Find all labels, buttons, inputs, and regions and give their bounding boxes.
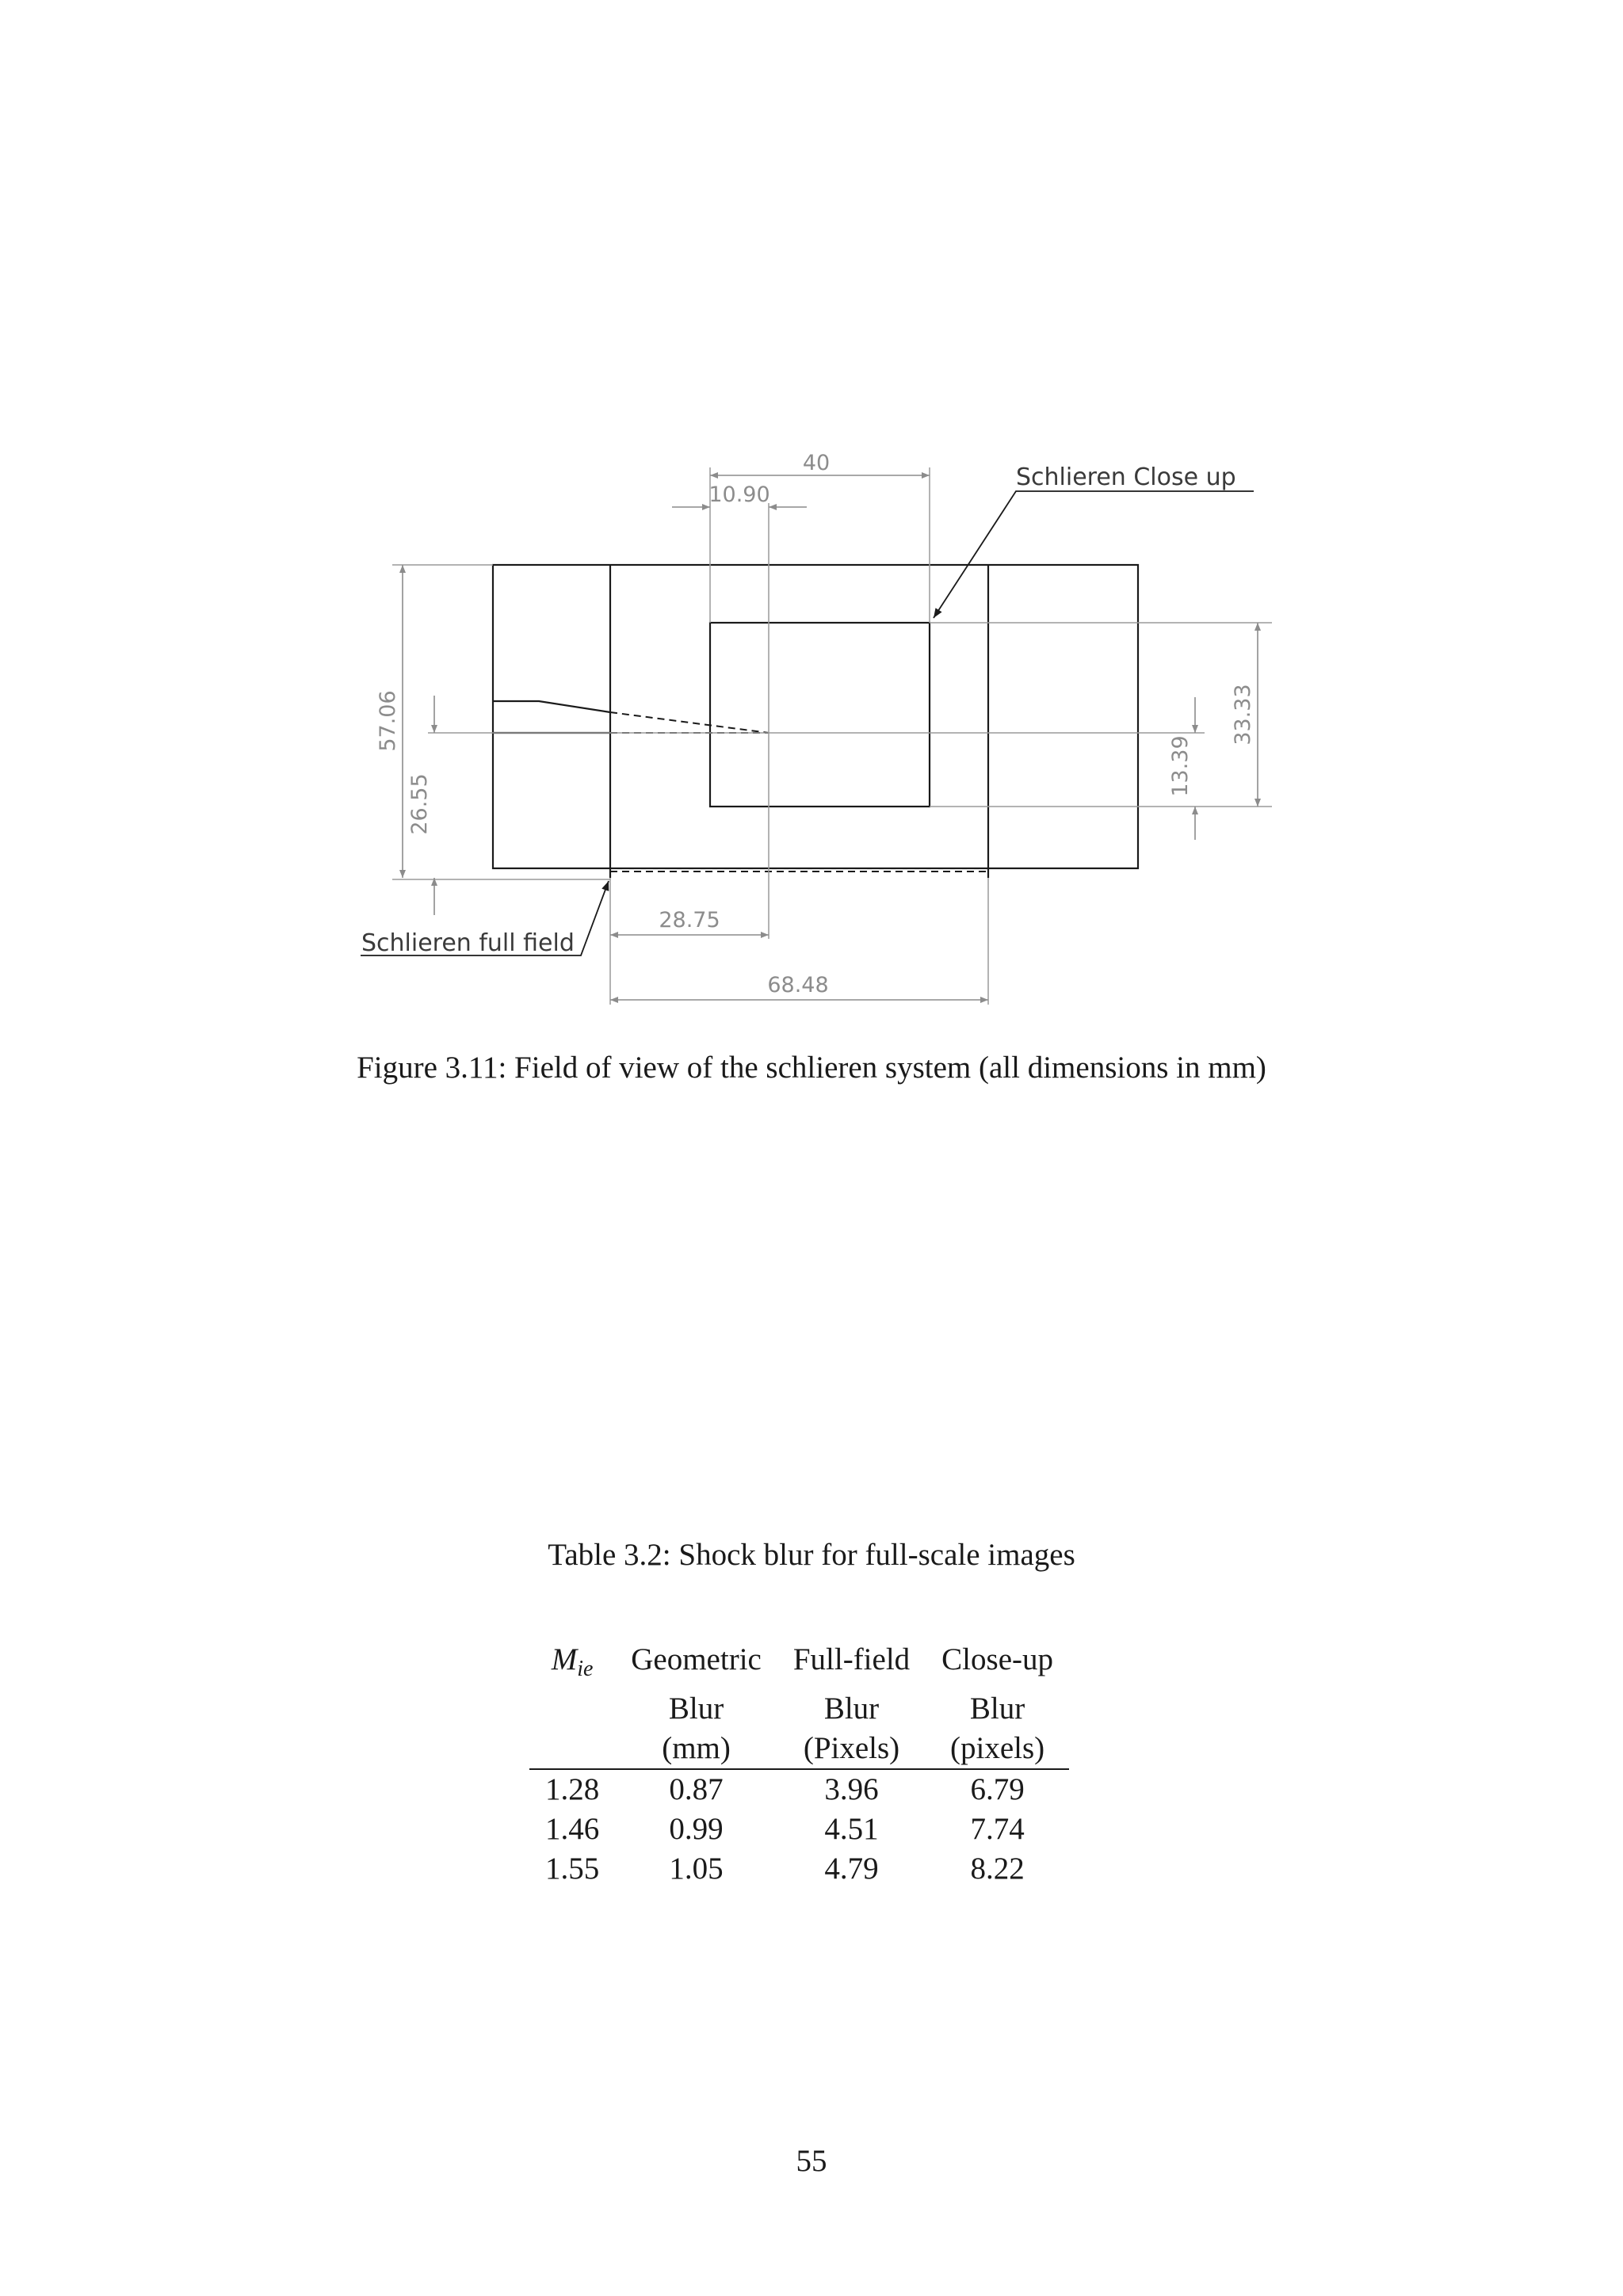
dim-40: 40 (802, 451, 831, 475)
header-cell: Blur (969, 1691, 1025, 1726)
table-row (529, 1810, 1069, 1849)
table-cell: 1.55 (545, 1852, 600, 1886)
table-cell: 1.46 (545, 1812, 600, 1846)
header-mie-symbol: M (551, 1642, 578, 1676)
table-row (529, 1849, 1069, 1889)
full-field-callout (361, 881, 609, 957)
table-cell: 0.87 (669, 1772, 724, 1806)
table-row (529, 1769, 1069, 1810)
table-header-row (529, 1729, 1069, 1769)
table-cell: 1.05 (669, 1852, 724, 1886)
table-cell: 7.74 (970, 1812, 1025, 1846)
page-number: 55 (796, 2144, 827, 2178)
table-cell: 4.51 (824, 1812, 879, 1846)
figure-caption: Figure 3.11: Field of view of the schlieren system (all dimensions in mm) (357, 1051, 1266, 1085)
dim-28-75: 28.75 (659, 908, 720, 933)
close-up-rectangle (710, 623, 930, 807)
dashed-lines (610, 712, 988, 871)
header-cell: (mm) (615, 1729, 777, 1769)
table-header-row (529, 1689, 1069, 1729)
table-cell: 4.79 (824, 1852, 879, 1886)
header-cell: (Pixels) (777, 1729, 926, 1769)
dim-57-06: 57.06 (376, 690, 400, 752)
full-field-outline (493, 565, 1138, 878)
table-cell: 6.79 (970, 1772, 1025, 1806)
dim-33-33: 33.33 (1231, 684, 1255, 746)
header-mie-subscript: ie (577, 1657, 594, 1681)
dim-13-39: 13.39 (1168, 735, 1193, 797)
dim-26-55: 26.55 (407, 773, 432, 835)
header-full-field-blur (777, 1640, 926, 1689)
close-up-label: Schlieren Close up (1016, 463, 1236, 491)
table-cell: 3.96 (824, 1772, 879, 1806)
header-line: Close-up (941, 1642, 1053, 1676)
table-cell: 8.22 (970, 1852, 1025, 1886)
shock-blur-table (529, 1640, 1069, 1889)
table-header-row (529, 1640, 1069, 1689)
table-cell: 1.28 (545, 1772, 600, 1806)
dimension-lines (403, 475, 1258, 1000)
header-cell: (pixels) (926, 1729, 1069, 1769)
header-empty-cell (529, 1729, 615, 1769)
header-empty-cell (529, 1689, 615, 1729)
header-geometric-blur (615, 1640, 777, 1689)
header-cell: Blur (823, 1691, 880, 1726)
header-cell: Blur (668, 1691, 724, 1726)
table-cell: 0.99 (669, 1812, 724, 1846)
header-line: Geometric (631, 1642, 762, 1676)
dim-68-48: 68.48 (767, 973, 829, 997)
header-close-up-blur (926, 1640, 1069, 1689)
field-of-view-drawing (349, 428, 1300, 1030)
table-caption: Table 3.2: Shock blur for full-scale images (548, 1538, 1075, 1572)
close-up-callout (934, 463, 1254, 618)
full-field-label: Schlieren full field (361, 929, 575, 957)
extension-lines (392, 467, 1272, 1005)
header-mie (529, 1640, 615, 1689)
header-line: Full-field (792, 1642, 911, 1676)
dim-10-90: 10.90 (708, 482, 770, 507)
